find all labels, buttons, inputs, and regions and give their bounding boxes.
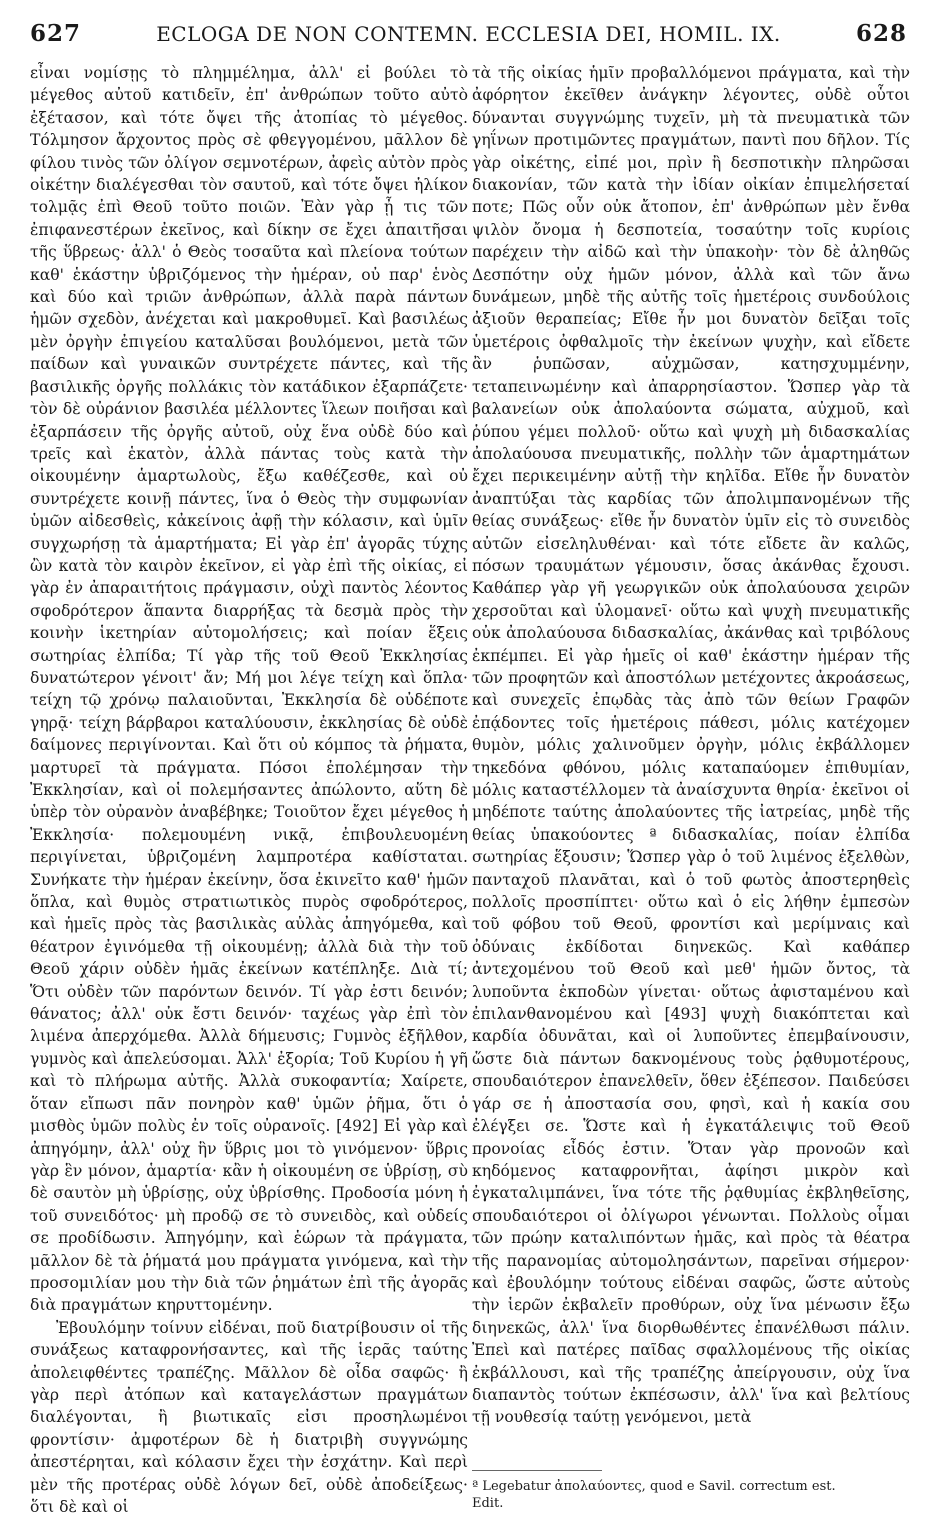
footnote <box>472 1478 910 1512</box>
page-number-left: 627 <box>30 20 82 47</box>
right-column <box>472 62 910 1480</box>
page-header <box>30 20 907 56</box>
right-paragraph: τὰ τῆς οἰκίας ἡμῖν προβαλλόμενοι πράγματα, καὶ τὴν ἀφόρητον ἐκεῖθεν ἀνάγκην λέγοντες, οὐδὲ οὗτοι δύνανται συγγνώμης τυχεῖν, μὴ τὰ πνευματικὰ τῶν γηΐνων προτιμῶντες πραγμάτων, παντὶ που δῆλον. Τίς γὰρ οἰκέτης, εἰπέ μοι, πρὶν ἢ δεσποτικὴν πληρῶσαι διακονίαν, τῶν κατὰ τὴν ἰδίαν οἰκίαν ἐπιμελήσεταί ποτε; Πῶς οὖν οὐκ ἄτοπον, ἐπ' ἀνθρώπων μὲν ἔνθα ψιλὸν ὄνομα ἡ δεσποτεία, τοσαύτην τοῖς κυρίοις παρέχειν τὴν αἰδῶ καὶ τὴν ὑπακοὴν· τὸν δὲ ἀληθῶς Δεσπότην οὐχ ἡμῶν μόνον, ἀλλὰ καὶ τῶν ἄνω δυνάμεων, μηδὲ τῆς αὐτῆς τοῖς ἡμετέροις συνδούλοις ἀξιοῦν θεραπείας; Εἴθε ἦν μοι δυνατὸν δεῖξαι τοῖς ὑμετέροις ὀφθαλμοῖς τὴν ἐκείνων ψυχὴν, καὶ εἴδετε ἂν ῥυπῶσαν, αὐχμῶσαν, κατησχυμμένην, τεταπεινωμένην καὶ ἀπαρρησίαστον. Ὥσπερ γὰρ τὰ βαλανείων οὐκ ἀπολαύοντα σώματα, αὐχμοῦ, καὶ ῥύπου γέμει πολλοῦ· οὕτω καὶ ψυχὴ μὴ διδασκαλίας ἀπολαύουσα πνευματικῆς, πολλὴν τῶν ἁμαρτημάτων ἔχει περικειμένην αὐτῇ τὴν κηλῖδα. Εἴθε ἦν δυνατὸν ἀναπτύξαι τὰς καρδίας τῶν ἀπολιμπανομένων τῆς θείας συνάξεως· εἴθε ἦν δυνατὸν ὑμῖν εἰς τὸ συνειδὸς αὐτῶν εἰσεληλυθέναι· καὶ τότε εἴδετε ἂν καλῶς, πόσων τραυμάτων γέμουσιν, ὅσας ἀκάνθας ἔχουσι. Καθάπερ γὰρ γῆ γεωργικῶν οὐκ ἀπολαύουσα χειρῶν χερσοῦται καὶ ὑλομανεῖ· οὕτω καὶ ψυχὴ πνευματικῆς οὐκ ἀπολαύουσα διδασκαλίας, ἀκάνθας καὶ τριβόλους ἐκπέμπει. Εἰ γὰρ ἡμεῖς οἱ καθ' ἑκάστην ἡμέραν τῆς τῶν προφητῶν καὶ ἀποστόλων μετέχοντες ἀκροάσεως, καὶ συνεχεῖς ἐπῳδὰς τὰς ἀπὸ τῶν θείων Γραφῶν ἐπᾴδοντες τοῖς ἡμετέροις πάθεσι, μόλις κατέχομεν θυμὸν, μόλις χαλινοῦμεν ὀργὴν, μόλις ἐκβάλλομεν τηκεδόνα φθόνου, μόλις καταπαύομεν ἐπιθυμίαν, μόλις καταστέλλομεν τὰ ἀναίσχυντα θηρία· ἐκεῖνοι οἱ μηδέποτε ταύτης ἀπολαύοντες τῆς ἰατρείας, μηδὲ τῆς θείας ὑπακούοντες ª διδασκαλίας, ποίαν ἐλπίδα σωτηρίας ἕξουσιν; Ὥσπερ γὰρ ὁ τοῦ λιμένος ἐξελθὼν, πανταχοῦ πλανᾶται, καὶ ὁ τοῦ φωτὸς ἀποστερηθεὶς πολλοῖς προσπίπτει· οὕτω καὶ ὁ εἰς λήθην ἐμπεσὼν τοῦ φόβου τοῦ Θεοῦ, φροντίσι καὶ μερίμναις καὶ ὀδύναις ἐκδίδοται διηνεκῶς. Καὶ καθάπερ ἀντεχομένου τοῦ Θεοῦ καὶ μεθ' ἡμῶν ὄντος, τὰ λυποῦντα ἐκποδὼν γίνεται· οὕτως ἀφισταμένου καὶ ἐπιλανθανομένου καὶ [493] ψυχὴ διακόπτεται καὶ καρδία ὀδυνᾶται, καὶ οἱ λυποῦντες ἐπεμβαίνουσιν, ὥστε διὰ πάντων δακνομένους τοὺς ῥᾳθυμοτέρους, σπουδαιότερον ἐπανελθεῖν, ὅθεν ἐξέπεσον. Παιδεύσει γάρ σε ἡ ἀποστασία σου, φησὶ, καὶ ἡ κακία σου ἐλέγξει σε. Ὥστε καὶ ἡ ἐγκατάλειψις τοῦ Θεοῦ προνοίας εἶδός ἐστιν. Ὅταν γὰρ προνοῶν καὶ κηδόμενος καταφρονῆται, ἀφίησι μικρὸν καὶ ἐγκαταλιμπάνει, ἵνα τότε τῆς ῥᾳθυμίας ἐκβληθεῖσης, σπουδαιότεροι οἱ ὀλίγωροι γένωνται. Πολλοὺς οἶμαι τῶν πρώην καταλιπόντων ἡμᾶς, καὶ πρὸς τὰ θέατρα τῆς παρανομίας αὐτομολησάντων, παρεῖναι σήμερον· καὶ ἐβουλόμην τούτους εἰδέναι σαφῶς, ὥστε αὐτοὺς τὴν ἱερῶν ἐκβαλεῖν προθύρων, οὐχ ἵνα μένωσιν ἔξω διηνεκῶς, ἀλλ' ἵνα διορθωθέντες ἐπανέλθωσι πάλιν. Ἐπεὶ καὶ πατέρες παῖδας σφαλλομένους τῆς οἰκίας ἐκβάλλουσι, καὶ τῆς τραπέζης ἀπείργουσιν, οὐχ ἵνα διαπαντὸς τούτων ἐκπέσωσιν, ἀλλ' ἵνα καὶ βελτίους τῇ νουθεσίᾳ ταύτῃ γενόμενοι, μετὰ <box>472 64 910 1427</box>
page-number-right: 628 <box>855 20 907 47</box>
footnote-text: ª Legebatur ἀπολαύοντες, quod e Savil. correctum est. <box>472 1479 836 1494</box>
left-column <box>30 62 468 1516</box>
left-paragraph: εἶναι νομίσῃς τὸ πλημμέλημα, ἀλλ' εἰ βούλει τὸ μέγεθος αὐτοῦ κατιδεῖν, ἐπ' ἀνθρώπων τοῦτο αὐτὸ ἐξέτασον, καὶ τότε ὄψει τῆς ἀτοπίας τὸ μέγεθος. Τόλμησον ἄρχοντος πρὸς σὲ φθεγγομένου, μᾶλλον δὲ φίλου τινὸς τῶν ὀλίγον σεμνοτέρων, ἀφεὶς αὐτὸν πρὸς οἰκέτην διαλέγεσθαι τὸν σαυτοῦ, καὶ τότε ὄψει ἡλίκον τολμᾷς ἐπὶ Θεοῦ τοῦτο ποιῶν. Ἐὰν γὰρ ᾖ τις τῶν ἐπιφανεστέρων ἐκεῖνος, καὶ δίκην σε ἔχει ἀπαιτῆσαι τῆς ὕβρεως· ἀλλ' ὁ Θεὸς τοσαῦτα καὶ πλείονα τούτων καθ' ἑκάστην ὑβριζόμενος τὴν ἡμέραν, οὐ παρ' ἑνὸς καὶ δύο καὶ τριῶν ἀνθρώπων, ἀλλὰ παρὰ πάντων ἡμῶν σχεδὸν, ἀνέχεται καὶ μακροθυμεῖ. Καὶ βασιλέως μὲν ὀργὴν ἐπιγείου καταλῦσαι βουλόμενοι, μετὰ τῶν παίδων καὶ γυναικῶν συντρέχετε πάντες, καὶ τῆς βασιλικῆς ὀργῆς πολλάκις τὸν κατάδικον ἐξαρπάζετε· τὸν δὲ οὐράνιον βασιλέα μέλλοντες ἵλεων ποιῆσαι καὶ ἐξαρπάσειν τῆς ὀργῆς αὐτοῦ, οὐχ ἕνα οὐδὲ δύο καὶ τρεῖς καὶ ἑκατὸν, ἀλλὰ πάντας τοὺς κατὰ τὴν οἰκουμένην ἁμαρτωλοὺς, ἔξω καθέζεσθε, καὶ οὐ συντρέχετε κοινῇ πάντες, ἵνα ὁ Θεὸς τὴν συμφωνίαν ὑμῶν αἰδεσθεὶς, κἀκείνοις ἀφῇ τὴν κόλασιν, καὶ ὑμῖν συγχωρήσῃ τὰ ἁμαρτήματα; Εἰ γὰρ ἐπ' ἀγορᾶς τύχης ὢν κατὰ τὸν καιρὸν ἐκεῖνον, εἰ γὰρ ἐπὶ τῆς οἰκίας, εἰ γὰρ ἐν ἀπαραιτήτοις πράγμασιν, οὐχὶ παντὸς λέοντος σφοδρότερον ἅπαντα διαρρήξας τὰ δεσμὰ πρὸς τὴν κοινὴν ἱκετηρίαν αὐτομολήσεις; καὶ ποίαν ἕξεις σωτηρίας ἐλπίδα; Τί γὰρ τῆς τοῦ Θεοῦ Ἐκκλησίας δυνατώτερον γένοιτ' ἄν; Μή μοι λέγε τείχη καὶ ὅπλα· τείχη τῷ χρόνῳ παλαιοῦνται, Ἐκκλησία δὲ οὐδέποτε γηρᾷ· τείχη βάρβαροι καταλύουσιν, ἐκκλησίας δὲ οὐδὲ δαίμονες περιγίνονται. Καὶ ὅτι οὐ κόμπος τὰ ῥήματα, μαρτυρεῖ τὰ πράγματα. Πόσοι ἐπολέμησαν τὴν Ἐκκλησίαν, καὶ οἱ πολεμήσαντες ἀπώλοντο, αὕτη δὲ ὑπὲρ τὸν οὐρανὸν ἀναβέβηκε; Τοιοῦτον ἔχει μέγεθος ἡ Ἐκκλησία· πολεμουμένη νικᾷ, ἐπιβουλευομένη περιγίνεται, ὑβριζομένη λαμπροτέρα καθίσταται. Συνήκατε τὴν ἡμέραν ἐκείνην, ὅσα ἐκινεῖτο καθ' ἡμῶν ὅπλα, καὶ θυμὸς στρατιωτικὸς πυρὸς σφοδρότερος, καὶ ἡμεῖς πρὸς τὰς βασιλικὰς αὐλὰς ἀπηγόμεθα, καὶ θέατρον ἐγινόμεθα τῇ οἰκουμένῃ; ἀλλὰ διὰ τὴν τοῦ Θεοῦ χάριν οὐδὲν ἡμᾶς ἐκείνων κατέπληξε. Διὰ τί; Ὅτι οὐδὲν τῶν παρόντων δεινόν. Τί γὰρ ἐστι δεινόν; θάνατος; ἀλλ' οὐκ ἔστι δεινόν· ταχέως γὰρ ἐπὶ τὸν λιμένα ἀπερχόμεθα. Ἀλλὰ δήμευσις; Γυμνὸς ἐξῆλθον, γυμνὸς καὶ ἀπελεύσομαι. Ἀλλ' ἐξορία; Τοῦ Κυρίου ἡ γῆ καὶ τὸ πλήρωμα αὐτῆς. Ἀλλὰ συκοφαντία; Χαίρετε, ὅταν εἴπωσι πᾶν πονηρὸν καθ' ὑμῶν ῥῆμα, ὅτι ὁ μισθὸς ὑμῶν πολὺς ἐν τοῖς οὐρανοῖς. [492] Εἰ γὰρ καὶ ἀπηγόμην, ἀλλ' οὐχ ἣν ὕβρις μοι τὸ γινόμενον· ὕβρις γὰρ ἓν μόνον, ἁμαρτία· κἂν ἡ οἰκουμένη σε ὑβρίσῃ, σὺ δὲ σαυτὸν μὴ ὑβρίσῃς, οὐχ ὑβρίσθης. Προδοσία μόνη ἡ τοῦ συνειδότος· μὴ προδῷ σε τὸ συνειδὸς, καὶ οὐδείς σε προδίδωσιν. Ἀπηγόμην, καὶ ἑώρων τὰ πράγματα, μᾶλλον δὲ τὰ ῥήματά μου πράγματα γινόμενα, καὶ τὴν προσομιλίαν μου τὴν διὰ τῶν ῥημάτων ἐπὶ τῆς ἀγορᾶς διὰ πραγμάτων κηρυττομένην. <box>30 64 468 1315</box>
running-title: ECLOGA DE NON CONTEMN. ECCLESIA DEI, HOMIL. IX. <box>156 22 781 46</box>
footnote-rule <box>472 1470 602 1471</box>
left-paragraph: Ἐβουλόμην τοίνυν εἰδέναι, ποῦ διατρίβουσιν οἱ τῆς συνάξεως καταφρονήσαντες, καὶ τῆς ἱερᾶς ταύτης ἀπολειφθέντες τραπέζης. Μᾶλλον δὲ οἶδα σαφῶς· ἢ γὰρ περὶ ἀτόπων καὶ καταγελάστων πραγμάτων διαλέγονται, ἢ βιωτικαῖς εἰσι προσηλωμένοι φροντίσιν· ἀμφοτέρων δὲ ἡ διατριβὴ συγγνώμης ἀπεστέρηται, καὶ κόλασιν ἔχει τὴν ἐσχάτην. Καὶ περὶ μὲν τῆς προτέρας οὐδὲ λόγων δεῖ, οὐδὲ ἀποδείξεως· ὅτι δὲ καὶ οἱ <box>30 1318 468 1516</box>
footnote-editor: Edit. <box>472 1496 504 1511</box>
